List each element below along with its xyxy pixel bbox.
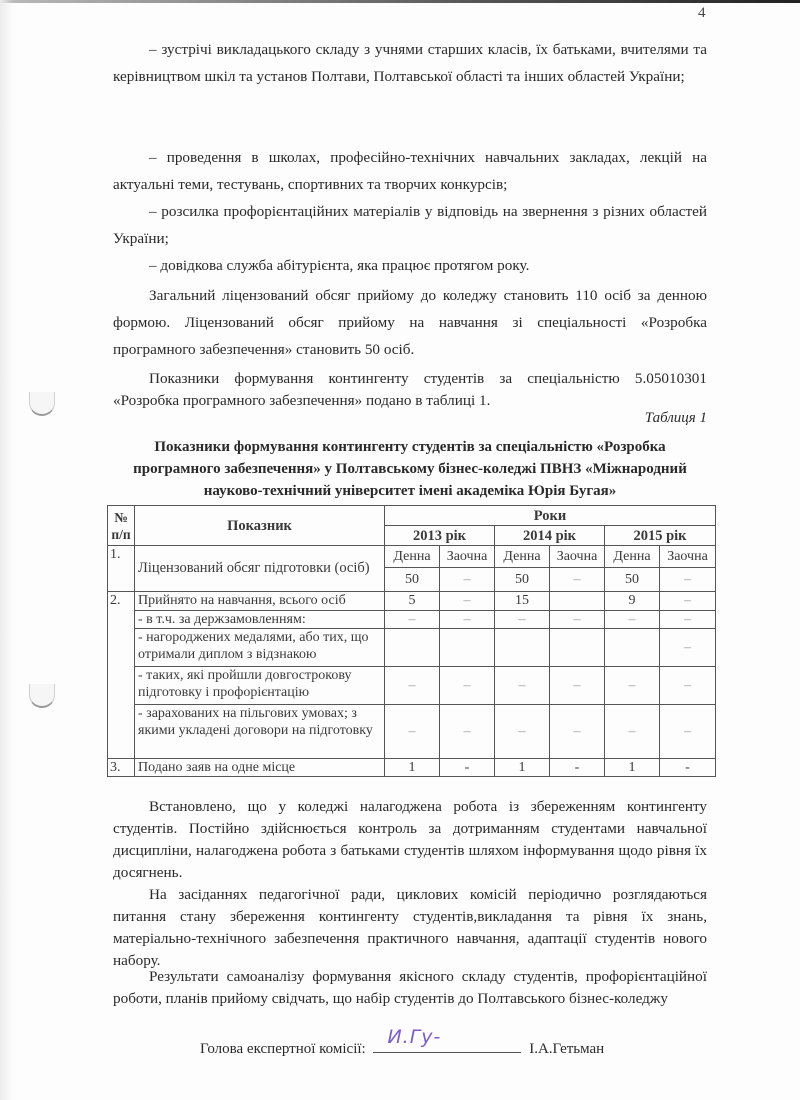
punch-hole-icon (29, 392, 55, 416)
row-index: 2. (108, 592, 135, 759)
cell-value: – (495, 667, 550, 705)
row-index: 3. (108, 759, 135, 777)
signature-block (200, 1026, 605, 1058)
page-number: 4 (698, 5, 706, 21)
paragraph-table-intro: Показники формування контингенту студентів за спеціальністю 5.05010301 «Розробка програмного забезпечення» подано в таблиці 1. (113, 370, 707, 409)
cell-value: - (440, 759, 495, 777)
cell-value: – (385, 667, 440, 705)
cell-value (385, 629, 440, 667)
paragraph-results: Результати самоаналізу формування якісного складу студентів, профорієнтаційної роботи, планів прийому свідчать, що набір студентів до Полтавського бізнес-коледжу (113, 968, 707, 1007)
cell-value: – (550, 568, 605, 592)
header-number: № п/п (108, 506, 135, 546)
handwritten-signature: И.Гу- (387, 1026, 442, 1048)
cell-value: 9 (605, 592, 660, 611)
header-year: 2015 рік (605, 526, 716, 546)
row-label: - в т.ч. за держзамовленням: (135, 611, 385, 629)
row-label: - нагороджених медалями, або тих, що отримали диплом з відзнакою (135, 629, 385, 667)
form-header: Заочна (550, 546, 605, 568)
cell-value: 1 (385, 759, 440, 777)
cell-value: – (660, 568, 716, 592)
paragraph-council: На засіданнях педагогічної ради, циклових комісій періодично розглядаються питання стану збереження контингенту студентів,викладання та рівня їх знань, матеріально-технічного забезпечення практичного навчання, адаптації студентів нового набору. (113, 886, 707, 969)
row-label: Прийнято на навчання, всього осіб (135, 592, 385, 611)
cell-value: – (660, 705, 716, 759)
cell-value: – (660, 667, 716, 705)
cell-value (550, 592, 605, 611)
row-label: - таких, які пройшли довгострокову підготовку і профорієнтацію (135, 667, 385, 705)
paragraph-retention: Встановлено, що у коледжі налагоджена робота із збереженням контингенту студентів. Постійно здійснюється контроль за дотриманням студентами навчальної дисципліни, налагоджена робота з батьками студентів шляхом інформування щодо рівня їх досягнень. (113, 798, 707, 881)
cell-value: – (385, 705, 440, 759)
cell-value: – (440, 611, 495, 629)
cell-value: - (660, 759, 716, 777)
cell-value: 50 (385, 568, 440, 592)
bullet-item: – довідкова служба абітурієнта, яка працює протягом року. (149, 257, 530, 274)
form-header: Денна (495, 546, 550, 568)
row-label: Подано заяв на одне місце (135, 759, 385, 777)
cell-value: – (495, 611, 550, 629)
cell-value: – (550, 667, 605, 705)
cell-value (495, 629, 550, 667)
bullet-item: – проведення в школах, професійно-технічних навчальних закладах, лекцій на актуальні теми, тестувань, спортивних та творчих конкурсів; (113, 149, 707, 193)
row-label: - зарахованих на пільгових умовах; з якими укладені договори на підготовку (135, 705, 385, 759)
signature-line (373, 1026, 521, 1053)
paragraph-licensed-volume: Загальний ліцензований обсяг прийому до коледжу становить 110 осіб за денною формою. Ліцензований обсяг прийому на навчання зі спеціальності «Розробка програмного забезпечення» становить 50 осіб. (113, 287, 707, 358)
signature-label: Голова експертної комісії: (200, 1041, 366, 1057)
cell-value: – (660, 629, 716, 667)
cell-value (550, 629, 605, 667)
cell-value: – (660, 611, 716, 629)
form-header: Заочна (660, 546, 716, 568)
cell-value: – (605, 667, 660, 705)
cell-value: 50 (495, 568, 550, 592)
cell-value (440, 629, 495, 667)
cell-value: – (605, 611, 660, 629)
cell-value: 50 (605, 568, 660, 592)
scan-edge (0, 0, 800, 3)
cell-value: – (550, 611, 605, 629)
header-year: 2014 рік (495, 526, 605, 546)
cell-value: – (440, 592, 495, 611)
cell-value: – (440, 705, 495, 759)
cell-value: – (440, 667, 495, 705)
cell-value (605, 629, 660, 667)
form-header: Денна (605, 546, 660, 568)
cell-value: – (550, 705, 605, 759)
cell-value: - (550, 759, 605, 777)
cell-value: – (660, 592, 716, 611)
form-header: Заочна (440, 546, 495, 568)
table-caption: Таблиця 1 (644, 410, 707, 426)
table-title: Показники формування контингенту студентів за спеціальністю «Розробка програмного забезпечення» у Полтавському бізнес-коледжі ПВНЗ «Міжнародний науково-технічний університет імені академіка Юрія Бугая» (133, 439, 687, 499)
bullet-item: – зустрічі викладацького складу з учнями старших класів, їх батьками, вчителями та керівництвом шкіл та установ Полтави, Полтавської області та інших областей України; (113, 41, 707, 85)
punch-hole-icon (29, 684, 55, 708)
cell-value: – (495, 705, 550, 759)
cell-value: – (385, 611, 440, 629)
cell-value: 1 (605, 759, 660, 777)
contingent-table (107, 505, 716, 777)
bullet-item: – розсилка профорієнтаційних матеріалів у відповідь на звернення з різних областей України; (113, 203, 707, 247)
header-year: 2013 рік (385, 526, 495, 546)
row-label: Ліцензований обсяг підготовки (осіб) (135, 546, 385, 592)
cell-value: 15 (495, 592, 550, 611)
cell-value: – (440, 568, 495, 592)
cell-value: 5 (385, 592, 440, 611)
row-index: 1. (108, 546, 135, 592)
header-years: Роки (385, 506, 716, 526)
cell-value: 1 (495, 759, 550, 777)
signatory-name: І.А.Гетьман (529, 1041, 605, 1057)
page-shadow (0, 0, 14, 1100)
header-indicator: Показник (135, 506, 385, 546)
form-header: Денна (385, 546, 440, 568)
cell-value: – (605, 705, 660, 759)
